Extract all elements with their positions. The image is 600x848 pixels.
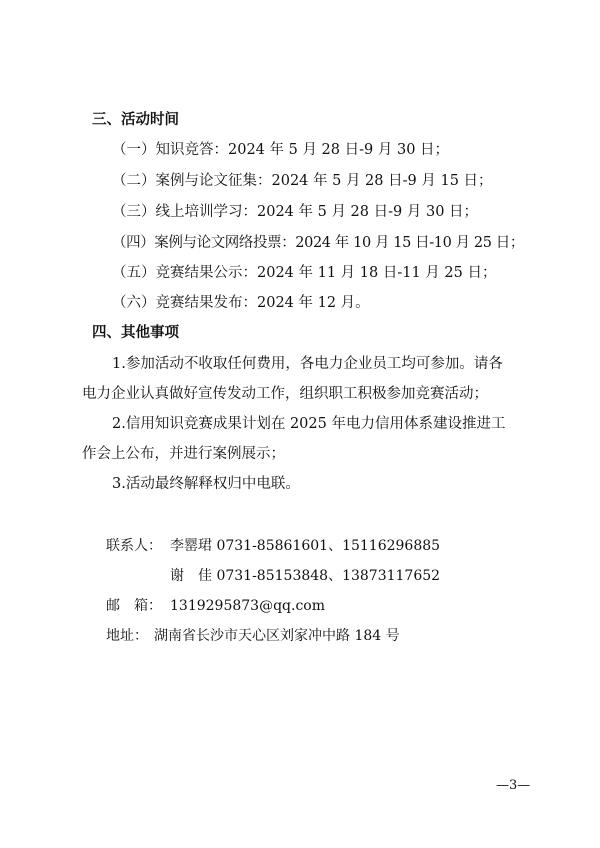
schedule-item-4: （四）案例与论文网络投票：2024 年 10 月 15 日-10 月 25 日； xyxy=(112,235,524,251)
contact-person-1: 李罂珺 0731-85861601、15116296885 xyxy=(170,538,441,554)
schedule-item-1: （一）知识竞答：2024 年 5 月 28 日-9 月 30 日； xyxy=(112,142,450,158)
contact-label: 联系人： xyxy=(106,538,162,554)
schedule-item-2: （二）案例与论文征集：2024 年 5 月 28 日-9 月 15 日； xyxy=(112,173,493,189)
address-value: 湖南省长沙市天心区刘家冲中路 184 号 xyxy=(154,628,400,644)
email-label: 邮 箱： xyxy=(106,598,162,614)
section4-heading: 四、其他事项 xyxy=(92,325,179,341)
schedule-item-6: （六）竞赛结果发布：2024 年 12 月。 xyxy=(112,295,370,311)
note-1-line-1: 1.参加活动不收取任何费用，各电力企业员工均可参加。请各 xyxy=(112,356,503,372)
schedule-item-5: （五）竞赛结果公示：2024 年 11 月 18 日-11 月 25 日； xyxy=(112,265,497,281)
contact-person-2: 谢 佳 0731-85153848、13873117652 xyxy=(170,568,441,584)
note-1-line-2: 电力企业认真做好宣传发动工作，组织职工积极参加竞赛活动； xyxy=(82,386,488,402)
email-value: 1319295873@qq.com xyxy=(170,598,325,614)
address-label: 地址： xyxy=(106,628,148,644)
note-2-line-1: 2.信用知识竞赛成果计划在 2025 年电力信用体系建设推进工 xyxy=(112,416,506,432)
schedule-item-3: （三）线上培训学习：2024 年 5 月 28 日-9 月 30 日； xyxy=(112,204,479,220)
page-number: —3— xyxy=(496,778,531,793)
note-3: 3.活动最终解释权归中电联。 xyxy=(112,476,300,492)
note-2-line-2: 作会上公布，并进行案例展示； xyxy=(82,446,285,462)
section3-heading: 三、活动时间 xyxy=(92,112,179,128)
